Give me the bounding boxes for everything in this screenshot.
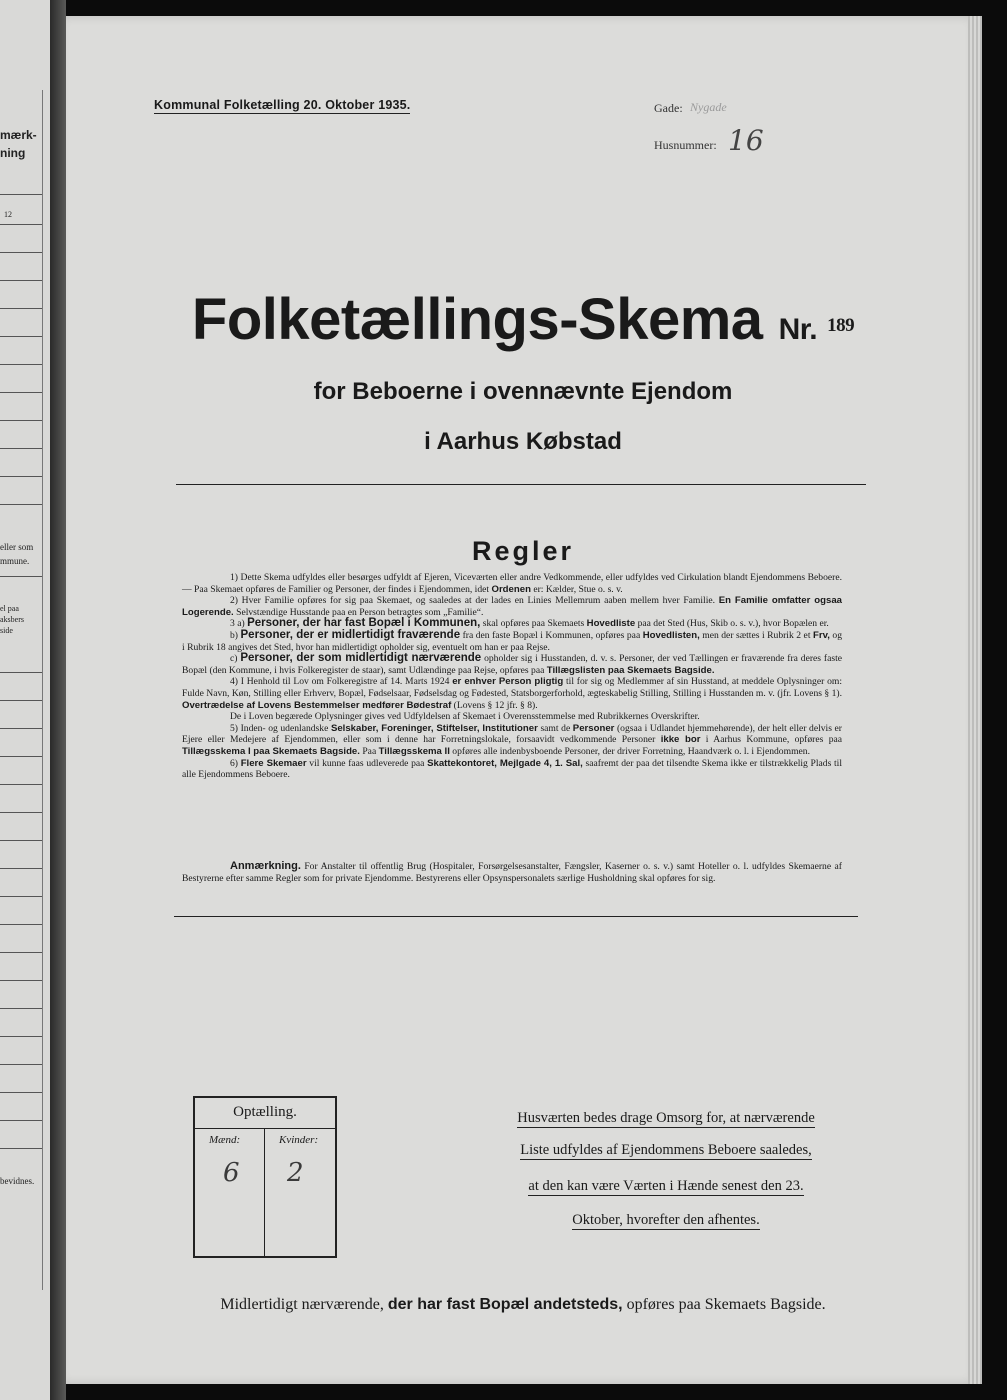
rules-heading: Regler — [471, 536, 575, 566]
left-page-rule — [0, 784, 42, 785]
street-value: Nygade — [690, 100, 727, 114]
left-page-text: side — [0, 626, 13, 635]
form-number-label: Nr. — [778, 313, 818, 346]
men-label: Mænd: — [209, 1134, 241, 1146]
host-note-line: at den kan være Værten i Hænde senest den 23. — [528, 1178, 804, 1194]
left-page-rule — [0, 952, 42, 953]
left-page-rule — [0, 420, 42, 421]
rules-text — [182, 572, 842, 781]
left-page-rule — [0, 476, 42, 477]
rule-4: 4) I Henhold til Lov om Folkeregistre af 14. Marts 1924 er enhver Person pligtig til for sig og Medlemmer af sin Husstand, at meddele Oplysninger om: Fulde Navn, Køn, Stilling eller Erhverv, Bopæl, Fødselsaar, Fødselsdag og Fødested, Statsborgerforhold, ægteskabelig Stilling, Stilling i Husstanden m. v. (jfr. Lovens § 1). Overtrædelse af Lovens Bestemmelser medfører Bødestraf (Lovens § 12 jfr. § 8). — [182, 676, 843, 711]
remark-text: For Anstalter til offentlig Brug (Hospitaler, Forsørgelsesanstalter, Fængsler, Kaserner o. s. v.) samt Hoteller o. l. udfyldes Skemaerne af Bestyrerne efter samme Regler som for private Ejendomme. Bestyrerens eller Opsynspersonalets særlige Husholdning skal opføres for sig. — [182, 861, 842, 884]
divider — [176, 484, 866, 485]
count-divider — [195, 1128, 335, 1129]
left-page-rule — [0, 1092, 42, 1093]
footer-note: Midlertidigt nærværende, der har fast Bopæl andetsteds, opføres paa Skemaets Bagside. — [220, 1296, 826, 1313]
rule-1: 1) Dette Skema udfyldes eller besørges udfyldt af Ejeren, Viceværten eller andre Vedkommende, eller udfyldes ved Cirkulation blandt Ejendommens Beboere. — Paa Skemaet opføres de Familier og Personer, der findes i Ejendommen, idet Ordenen er: Kælder, Stue o. s. v. — [182, 572, 842, 595]
house-number-value: 16 — [728, 124, 764, 157]
rule-4b: De i Loven begærede Oplysninger gives ved Udfyldelsen af Skemaet i Overensstemmelse med Rubrikkernes Overskrifter. — [230, 711, 700, 723]
left-page-text: bevidnes. — [0, 1176, 35, 1186]
left-page-rule — [0, 1148, 42, 1149]
left-adjoining-page — [0, 0, 50, 1400]
left-page-rule — [0, 812, 42, 813]
count-title: Optælling. — [233, 1104, 297, 1120]
house-number-label: Husnummer: — [654, 138, 717, 152]
page-stack-edge — [968, 16, 982, 1384]
host-note-line: Oktober, hvorefter den afhentes. — [572, 1212, 760, 1228]
left-page-text: aksbers — [0, 615, 24, 624]
women-label: Kvinder: — [279, 1134, 319, 1146]
left-page-text: mærk- — [0, 128, 37, 142]
left-page-rule — [0, 1120, 42, 1121]
left-page-rule — [0, 1008, 42, 1009]
count-box — [193, 1096, 337, 1258]
left-page-rule — [0, 576, 42, 577]
book-gutter — [50, 0, 66, 1400]
left-page-rule — [0, 700, 42, 701]
left-page-column-line — [42, 90, 43, 1290]
left-page-rule — [0, 448, 42, 449]
form-subtitle-city: i Aarhus Købstad — [424, 428, 622, 455]
rule-5: 5) Inden- og udenlandske Selskaber, Foreninger, Stiftelser, Institutioner samt de Personer (ogsaa i Udlandet hjemmehørende), der helt eller delvis er Ejere eller Medejere af Ejendommen, eller som i denne har Forretningslokale, forsaavidt vedkommende Personer ikke bor i Aarhus Kommune, opføres paa Tillægsskema I paa Skemaets Bagside. Paa Tillægsskema II opføres alle indenbysboende Personer, der driver Forretning, Haandværk o. l. i Ejendommen. — [182, 722, 843, 757]
left-page-rule — [0, 1064, 42, 1065]
men-count: 6 — [223, 1158, 240, 1188]
women-count: 2 — [287, 1158, 304, 1188]
rule-6: 6) Flere Skemaer vil kunne faas udleverede paa Skattekontoret, Mejlgade 4, 1. Sal, saafremt der paa det tilsendte Skema ikke er tilstrækkelig Plads til alle Ejendommens Beboere. — [182, 757, 842, 781]
host-note-line: Husværten bedes drage Omsorg for, at nærværende — [517, 1110, 815, 1126]
left-page-rule — [0, 1036, 42, 1037]
form-subtitle: for Beboerne i ovennævnte Ejendom — [313, 378, 733, 405]
form-title-main: Folketællings-Skema — [191, 287, 763, 352]
left-page-rule — [0, 504, 42, 505]
host-note-line: Liste udfyldes af Ejendommens Beboere saaledes, — [520, 1142, 812, 1158]
remark-label: Anmærkning. — [230, 860, 301, 872]
left-page-rule — [0, 756, 42, 757]
census-form-page — [66, 16, 980, 1384]
left-page-rule — [0, 194, 42, 195]
census-header: Kommunal Folketælling 20. Oktober 1935. — [154, 98, 411, 112]
left-page-rule — [0, 336, 42, 337]
left-page-rule — [0, 308, 42, 309]
left-page-text: 12 — [4, 210, 12, 219]
remark-note — [182, 861, 842, 884]
left-page-rule — [0, 896, 42, 897]
left-page-rule — [0, 840, 42, 841]
form-title — [66, 286, 980, 353]
left-page-text: ning — [0, 146, 26, 160]
left-page-rule — [0, 728, 42, 729]
left-page-rule — [0, 224, 42, 225]
left-page-rule — [0, 868, 42, 869]
rule-3c: c) Personer, der som midlertidigt nærværende opholder sig i Husstanden, d. v. s. Personer, der ved Tællingen er fraværende fra deres faste Bopæl (den Kommune, i hvis Folkeregister de staar), samt Udlændinge paa Rejse, opføres paa Tillægslisten paa Skemaets Bagside. — [182, 652, 843, 676]
left-page-rule — [0, 280, 42, 281]
left-page-text: mmune. — [0, 556, 30, 566]
left-page-text: eller som — [0, 542, 34, 552]
form-number-value: 189 — [827, 315, 855, 336]
left-page-text: el paa — [0, 604, 19, 613]
street-label: Gade: — [654, 101, 683, 115]
left-page-rule — [0, 672, 42, 673]
rule-2: 2) Hver Familie opføres for sig paa Skemaet, og saaledes at der lades en Linies Mellemrum aaben mellem hver Familie. En Familie omfatter ogsaa Logerende. Selvstændige Husstande paa en Person betragtes som „Familie“. — [182, 595, 842, 618]
left-page-rule — [0, 980, 42, 981]
rule-3a: 3 a) Personer, der har fast Bopæl i Kommunen, skal opføres paa Skemaets Hovedliste paa det Sted (Hus, Skib o. s. v.), hvor Bopælen er. — [230, 617, 829, 630]
left-page-rule — [0, 252, 42, 253]
left-page-rule — [0, 392, 42, 393]
count-column-divider — [264, 1128, 265, 1256]
rule-3b: b) Personer, der er midlertidigt fraværende fra den faste Bopæl i Kommunen, opføres paa Hovedlisten, men der sættes i Rubrik 2 et Frv, og i Rubrik 18 angives det Sted, hvor han midlertidigt opholder sig, eventuelt om han er paa Rejse. — [182, 628, 842, 653]
divider — [174, 916, 858, 917]
left-page-rule — [0, 924, 42, 925]
left-page-rule — [0, 364, 42, 365]
